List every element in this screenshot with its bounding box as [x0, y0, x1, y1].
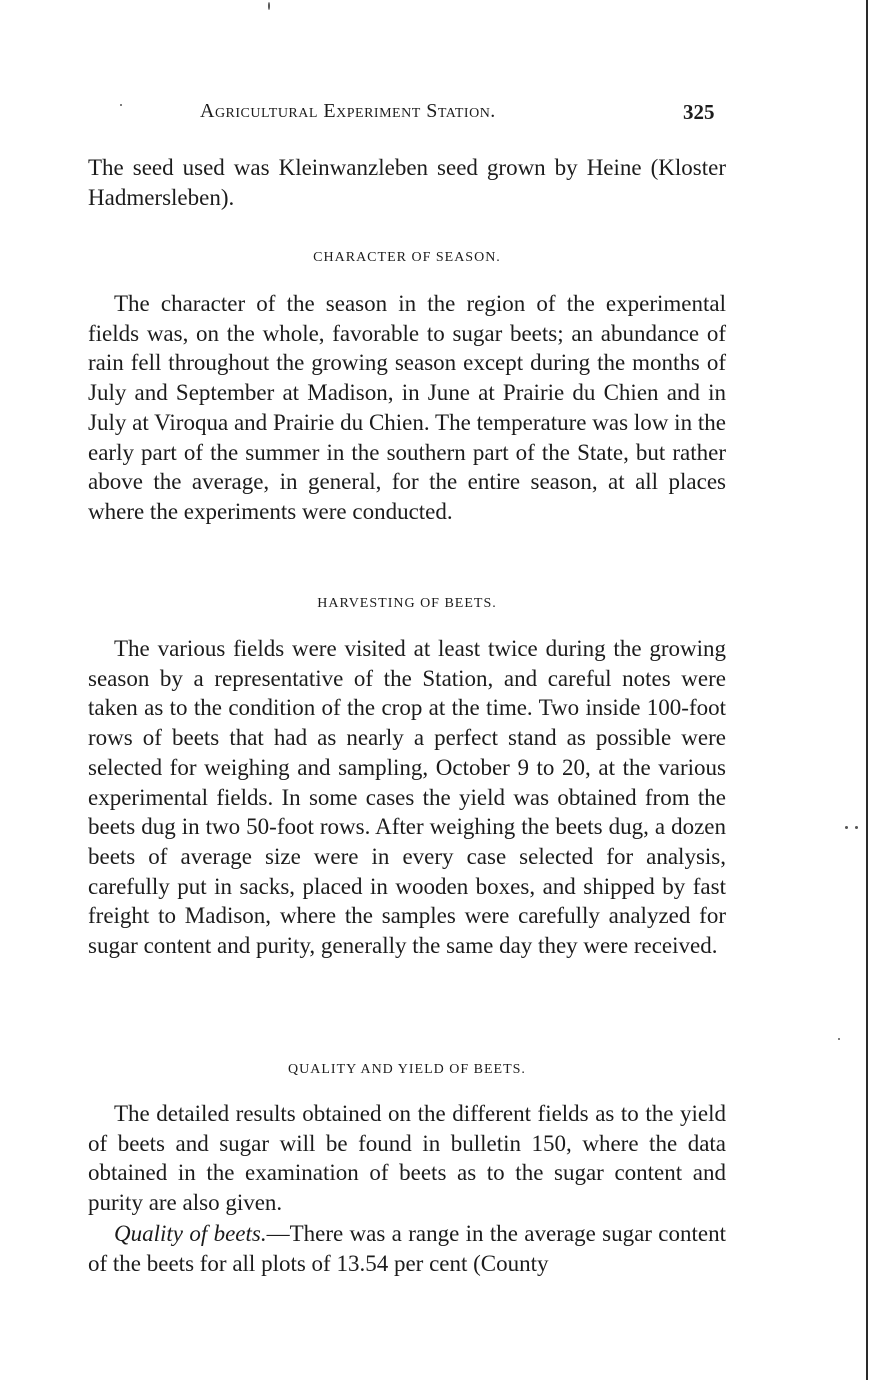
- quality-paragraph: The detailed results obtained on the different fields as to the yield of beets and sugar will be found in bulletin 150, where the data obtained in the examination of beets as to the sugar content and purity are also given.: [88, 1101, 726, 1216]
- seed-paragraph: The seed used was Kleinwanzleben seed grown by Heine (Kloster Hadmersleben).: [88, 155, 726, 210]
- section-heading-season: CHARACTER OF SEASON.: [313, 250, 501, 265]
- ink-speck: [120, 104, 122, 106]
- section-heading-quality: QUALITY AND YIELD OF BEETS.: [288, 1062, 526, 1077]
- season-paragraph: The character of the season in the region of the experimental fields was, on the whole, favorable to sugar beets; an abundance of rain fell throughout the growing season except during the months of July and September at Madison, in June at Prairie du Chien and in July at Viroqua and Prairie du Chien. The temperature was low in the early part of the summer in the southern part of the State, but rather above the average, in general, for the entire season, at all places where the experiments were conducted.: [88, 291, 726, 524]
- page-edge-line: [866, 0, 868, 1380]
- ink-speck: [855, 826, 858, 829]
- harvesting-paragraph: The various fields were visited at least twice during the growing season by a representative of the Station, and careful notes were taken as to the condition of the crop at the time. Two inside 100-foot rows of beets that had as nearly a perfect stand as possible were selected for weighing and sampling, October 9 to 20, at the various experimental fields. In some cases the yield was obtained from the beets dug in two 50-foot rows. After weighing the beets dug, a dozen beets of average size were in every case selected for analysis, carefully put in sacks, placed in wooden boxes, and shipped by fast freight to Madison, where the samples were carefully analyzed for sugar content and purity, generally the same day they were received.: [88, 636, 726, 959]
- quality-of-beets-paragraph: [88, 1219, 726, 1278]
- running-header-title: Agricultural Experiment Station.: [200, 100, 496, 122]
- quality-of-beets-text: —There was a range in the average sugar content of the beets for all plots of 13.54 per cent (County: [88, 1221, 726, 1276]
- page-number: 325: [683, 100, 715, 124]
- quality-of-beets-label: Quality of beets.: [114, 1221, 267, 1246]
- ink-speck: [268, 2, 270, 10]
- ink-speck: [838, 1038, 840, 1040]
- ink-speck: [845, 826, 848, 829]
- section-heading-harvesting: HARVESTING OF BEETS.: [317, 596, 497, 611]
